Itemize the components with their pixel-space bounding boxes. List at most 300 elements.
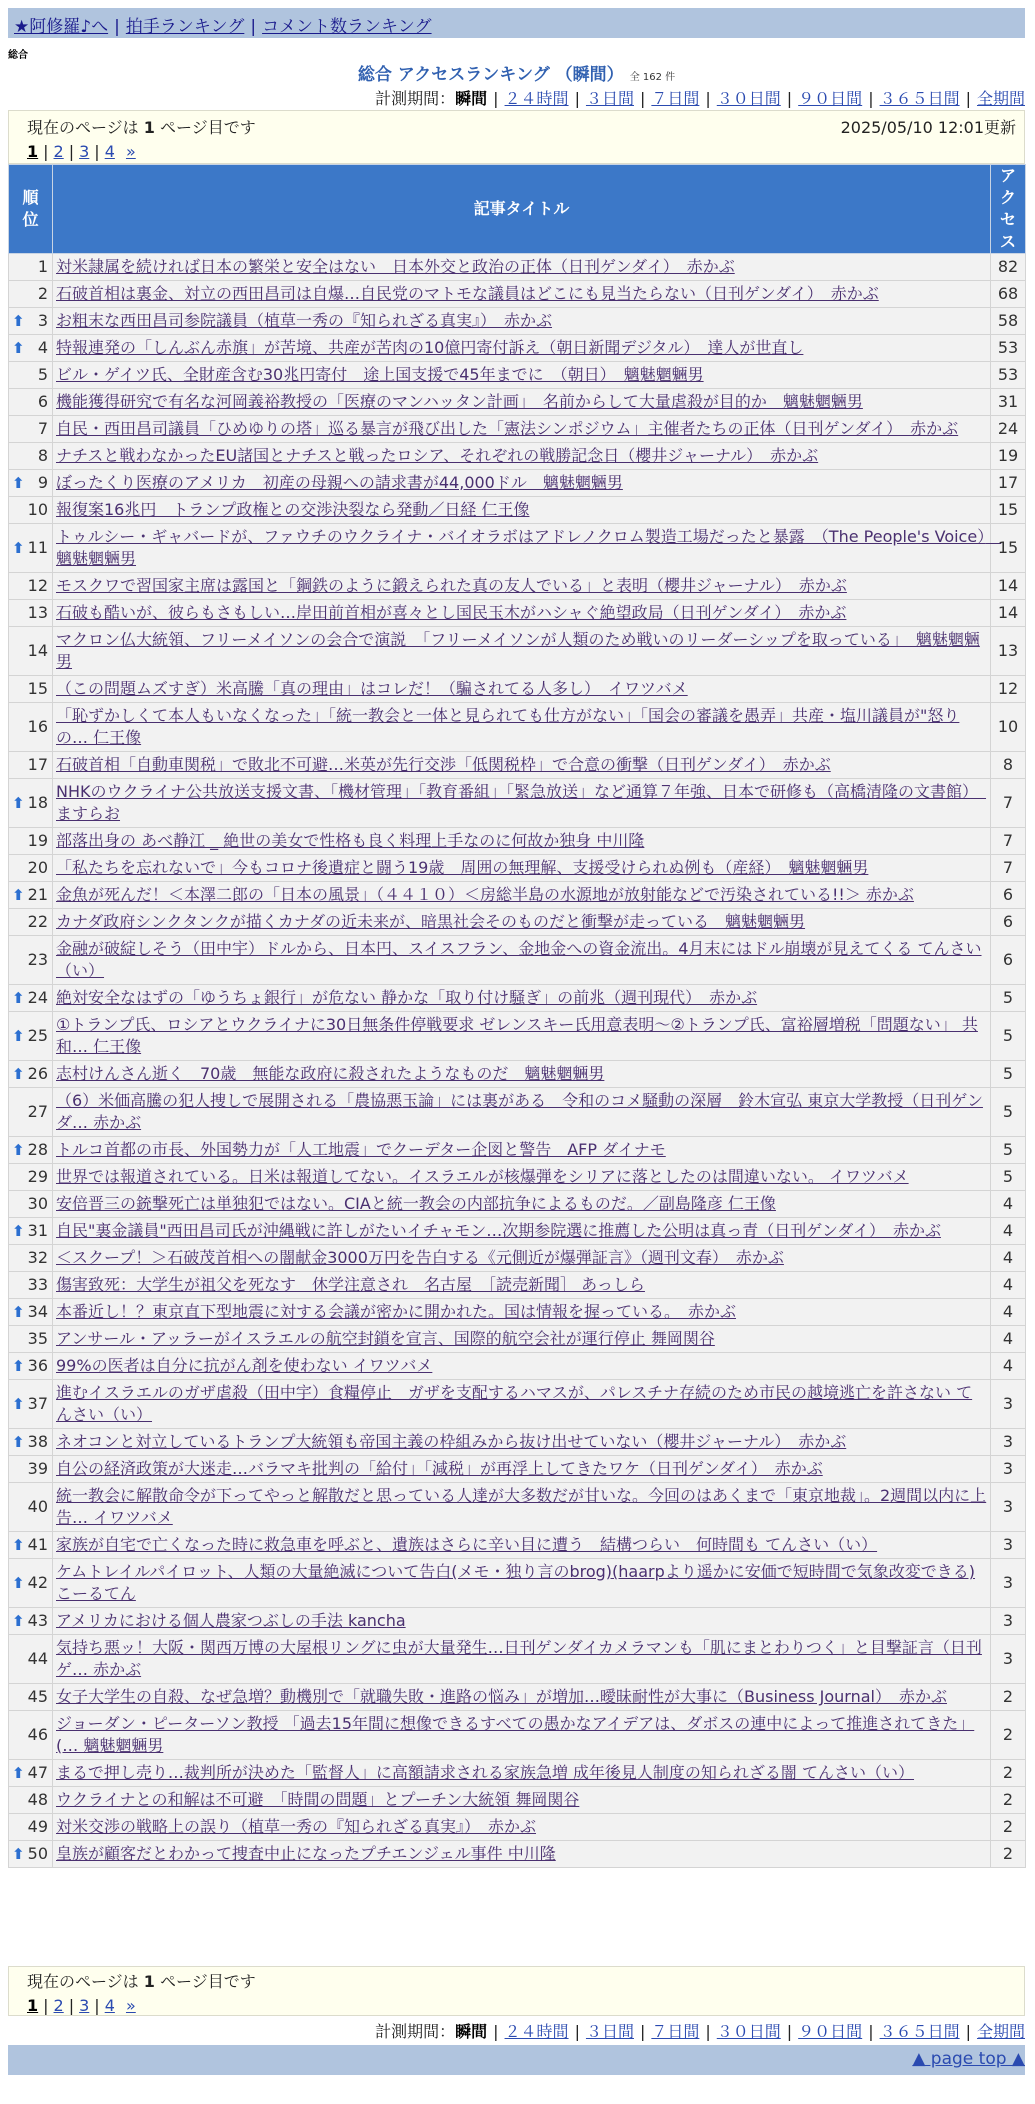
applause-ranking-link[interactable]: 拍手ランキング xyxy=(125,17,245,37)
access-count: 2 xyxy=(991,1684,1026,1711)
rank-number: 1 xyxy=(37,257,48,276)
table-row xyxy=(9,1684,1026,1711)
pagination-link[interactable]: 2 xyxy=(53,1996,64,2015)
table-row xyxy=(9,362,1026,389)
page-top-link[interactable]: ▲ page top ▲ xyxy=(912,2049,1025,2069)
up-arrow-icon: ⬆ xyxy=(12,1764,25,1782)
access-count: 31 xyxy=(991,389,1026,416)
rank-number: 24 xyxy=(27,988,48,1007)
article-title-link[interactable]: カナダ政府シンクタンクが描くカナダの近未来が、暗黒社会そのものだと衝撃が走っている 魑魅魍魎男 xyxy=(56,912,806,931)
table-row xyxy=(9,1608,1026,1635)
access-count: 3 xyxy=(991,1559,1026,1608)
up-arrow-icon: ⬆ xyxy=(12,1433,25,1451)
period-separator: | xyxy=(868,89,874,108)
up-arrow-icon: ⬆ xyxy=(12,339,25,357)
rank-cell xyxy=(9,752,53,779)
rank-number: 33 xyxy=(27,1275,48,1294)
page-status-prefix: 現在のページは xyxy=(27,1972,139,1991)
rank-number: 15 xyxy=(27,679,48,698)
up-arrow-icon: ⬆ xyxy=(12,989,25,1007)
article-title-link[interactable]: 対米交渉の戦略上の誤り（植草一秀の『知られざる真実』） 赤かぶ xyxy=(56,1817,537,1836)
table-row xyxy=(9,1483,1026,1532)
period-separator: | xyxy=(868,2022,874,2041)
title-cell xyxy=(53,1635,991,1684)
article-title-link[interactable]: 部落出身の あべ静江 _ 絶世の美女で性格も良く料理上手なのに何故か独身 中川隆 xyxy=(56,831,645,850)
pagination-separator: | xyxy=(94,142,100,161)
access-count: 82 xyxy=(991,254,1026,281)
page-title: 総合 アクセスランキング （瞬間） xyxy=(357,65,624,85)
rank-cell xyxy=(9,443,53,470)
table-row xyxy=(9,1532,1026,1559)
title-cell xyxy=(53,1787,991,1814)
article-title-link[interactable]: 女子大学生の自殺、なぜ急増？動機別で「就職失敗・進路の悩み」が増加…曖昧耐性が大事に（Business Journal） 赤かぶ xyxy=(56,1687,947,1706)
table-row xyxy=(9,1218,1026,1245)
article-title-link[interactable]: まるで押し売り…裁判所が決めた「監督人」に高額請求される家族急増 成年後見人制度の知られざる闇 てんさい（い） xyxy=(56,1763,915,1782)
period-link[interactable]: ９０日間 xyxy=(798,89,863,108)
period-link[interactable]: ３０日間 xyxy=(716,2022,781,2041)
rank-cell xyxy=(9,1061,53,1088)
article-title-link[interactable]: ビル・ゲイツ氏、全財産含む30兆円寄付 途上国支援で45年までに （朝日） 魑魅魍魎男 xyxy=(56,365,704,384)
title-cell xyxy=(53,985,991,1012)
article-title-link[interactable]: 石破首相「自動車関税」で敗北不可避…米英が先行交渉「低関税枠」で合意の衝撃（日刊ゲンダイ） 赤かぶ xyxy=(56,755,831,774)
access-count: 2 xyxy=(991,1814,1026,1841)
title-cell xyxy=(53,254,991,281)
rank-cell xyxy=(9,1380,53,1429)
article-title-link[interactable]: 本番近し！？東京直下型地震に対する会議が密かに開かれた。国は情報を握っている。 赤かぶ xyxy=(56,1302,737,1321)
title-cell xyxy=(53,1164,991,1191)
access-count: 4 xyxy=(991,1218,1026,1245)
access-count: 3 xyxy=(991,1456,1026,1483)
article-title-link[interactable]: 機能獲得研究で有名な河岡義裕教授の「医療のマンハッタン計画」 名前からして大量虐殺が目的か 魑魅魍魎男 xyxy=(56,392,863,411)
article-title-link[interactable]: ジョーダン・ピーターソン教授 「過去15年間に想像できるすべての愚かなアイデアは、ダボスの連中によって推進されてきた」(… 魑魅魍魎男 xyxy=(56,1714,975,1755)
access-count: 4 xyxy=(991,1272,1026,1299)
rank-cell xyxy=(9,1841,53,1868)
period-label: 計測期間： xyxy=(375,89,456,108)
article-title-link[interactable]: 石破首相は裏金、対立の西田昌司は自爆…自民党のマトモな議員はどこにも見当たらない（日刊ゲンダイ） 赤かぶ xyxy=(56,284,879,303)
rank-cell xyxy=(9,1353,53,1380)
period-separator: | xyxy=(493,89,499,108)
pagination-link[interactable]: 3 xyxy=(79,1996,90,2015)
title-cell xyxy=(53,281,991,308)
ranking-table-body xyxy=(9,254,1026,1868)
rank-cell xyxy=(9,828,53,855)
article-title-link[interactable]: 安倍晋三の銃撃死亡は単独犯ではない。CIAと統一教会の内部抗争によるものだ。／副島隆彦 仁王像 xyxy=(56,1194,776,1213)
article-title-link[interactable]: 対米隷属を続ければ日本の繁栄と安全はない 日本外交と政治の正体（日刊ゲンダイ） 赤かぶ xyxy=(56,257,735,276)
title-cell xyxy=(53,676,991,703)
title-cell xyxy=(53,1532,991,1559)
period-current: 瞬間 xyxy=(455,89,488,108)
rank-cell xyxy=(9,1635,53,1684)
rank-number: 37 xyxy=(27,1394,48,1413)
article-title-link[interactable]: ナチスと戦わなかったEU諸国とナチスと戦ったロシア、それぞれの戦勝記念日（櫻井ジャーナル） 赤かぶ xyxy=(56,446,819,465)
table-row xyxy=(9,676,1026,703)
article-title-link[interactable]: モスクワで習国家主席は露国と「鋼鉄のように鍛えられた真の友人でいる」と表明（櫻井ジャーナル） 赤かぶ xyxy=(56,576,847,595)
title-cell xyxy=(53,600,991,627)
period-link[interactable]: 全期間 xyxy=(976,89,1025,108)
pagination-separator: | xyxy=(68,1996,75,2015)
page-status-suffix: ページ目です xyxy=(160,1972,256,1991)
up-arrow-icon: ⬆ xyxy=(12,474,25,492)
article-title-link[interactable]: アンサール・アッラーがイスラエルの航空封鎖を宣言、国際的航空会社が運行停止 舞岡関谷 xyxy=(56,1329,715,1348)
table-row xyxy=(9,497,1026,524)
rank-number: 49 xyxy=(27,1817,48,1836)
article-title-link[interactable]: ネオコンと対立しているトランプ大統領も帝国主義の枠組みから抜け出せていない（櫻井ジャーナル） 赤かぶ xyxy=(56,1432,847,1451)
title-cell xyxy=(53,1088,991,1137)
rank-cell xyxy=(9,1245,53,1272)
access-count: 2 xyxy=(991,1787,1026,1814)
access-count: 6 xyxy=(991,936,1026,985)
pagination-separator: | xyxy=(43,1996,49,2015)
article-title-link[interactable]: 皇族が顧客だとわかって捜査中止になったプチエンジェル事件 中川隆 xyxy=(56,1844,556,1863)
rank-cell xyxy=(9,1218,53,1245)
title-cell xyxy=(53,779,991,828)
rank-number: 13 xyxy=(27,603,48,622)
article-title-link[interactable]: （この問題ムズすぎ）米高騰「真の理由」はコレだ！（騙されてる人多し） イワツバメ xyxy=(56,679,688,698)
article-title-link[interactable]: 金魚が死んだ！＜本澤二郎の「日本の風景」（４４１０）＜房総半島の水源地が放射能などで汚染されている!!＞ 赤かぶ xyxy=(56,885,914,904)
up-arrow-icon: ⬆ xyxy=(12,1845,25,1863)
article-title-link[interactable]: 特報連発の「しんぶん赤旗」が苦境、共産が苦肉の10億円寄付訴え（朝日新聞デジタル） 達人が世直し xyxy=(56,338,804,357)
rank-cell xyxy=(9,600,53,627)
rank-number: 21 xyxy=(27,885,48,904)
article-title-link[interactable]: 進むイスラエルのガザ虐殺（田中宇）食糧停止 ガザを支配するハマスが、パレスチナ存続のため市民の越境逃亡を許さない てんさい（い） xyxy=(56,1383,973,1424)
rank-number: 22 xyxy=(27,912,48,931)
title-cell xyxy=(53,752,991,779)
comment-ranking-link[interactable]: コメント数ランキング xyxy=(262,17,432,37)
title-cell xyxy=(53,497,991,524)
rank-cell xyxy=(9,1456,53,1483)
up-arrow-icon: ⬆ xyxy=(12,886,25,904)
rank-number: 31 xyxy=(27,1221,48,1240)
title-cell xyxy=(53,1559,991,1608)
pagination-link[interactable]: 2 xyxy=(53,142,64,161)
period-link[interactable]: ３６５日間 xyxy=(879,89,960,108)
up-arrow-icon: ⬆ xyxy=(12,1065,25,1083)
access-count: 6 xyxy=(991,882,1026,909)
rank-cell xyxy=(9,1684,53,1711)
title-cell xyxy=(53,627,991,676)
rank-cell xyxy=(9,1429,53,1456)
article-title-link[interactable]: 「私たちを忘れないで」今もコロナ後遺症と闘う19歳 周囲の無理解、支援受けられぬ例も（産経） 魑魅魍魎男 xyxy=(56,858,869,877)
rank-number: 4 xyxy=(37,338,48,357)
rank-number: 12 xyxy=(27,576,48,595)
rank-cell xyxy=(9,1272,53,1299)
rank-number: 11 xyxy=(27,538,48,557)
period-link[interactable]: ７日間 xyxy=(651,89,700,108)
article-title-link[interactable]: トルコ首都の市長、外国勢力が「人工地震」でクーデター企図と警告 AFP ダイナモ xyxy=(56,1140,666,1159)
period-link[interactable]: ７日間 xyxy=(651,2022,700,2041)
rank-cell xyxy=(9,985,53,1012)
rank-number: 50 xyxy=(27,1844,48,1863)
rank-number: 32 xyxy=(27,1248,48,1267)
up-arrow-icon: ⬆ xyxy=(12,1395,25,1413)
title-cell xyxy=(53,524,1002,573)
table-row xyxy=(9,335,1026,362)
access-count: 10 xyxy=(991,703,1026,752)
title-cell xyxy=(53,703,991,752)
article-title-link[interactable]: 金融が破綻しそう（田中宇）ドルから、日本円、スイスフラン、金地金への資金流出。4月末にはドル崩壊が見えてくる てんさい（い） xyxy=(56,939,982,980)
top-nav-bar xyxy=(8,8,1025,38)
up-arrow-icon: ⬆ xyxy=(12,1027,25,1045)
access-count: 4 xyxy=(991,1191,1026,1218)
rank-number: 10 xyxy=(27,500,48,519)
access-count: 68 xyxy=(991,281,1026,308)
up-arrow-icon: ⬆ xyxy=(12,312,25,330)
period-link[interactable]: ２４時間 xyxy=(504,2022,569,2041)
up-arrow-icon: ⬆ xyxy=(12,1357,25,1375)
rank-number: 14 xyxy=(27,641,48,660)
access-count: 15 xyxy=(991,497,1026,524)
article-title-link[interactable]: マクロン仏大統領、フリーメイソンの会合で演説 「フリーメイソンが人類のため戦いのリーダーシップを取っている」 魑魅魍魎男 xyxy=(56,630,980,671)
table-row xyxy=(9,855,1026,882)
rank-cell xyxy=(9,362,53,389)
table-row xyxy=(9,1088,1026,1137)
rank-number: 23 xyxy=(27,950,48,969)
access-count: 19 xyxy=(991,443,1026,470)
rank-cell xyxy=(9,1191,53,1218)
article-title-link[interactable]: 家族が自宅で亡くなった時に救急車を呼ぶと、遺族はさらに辛い目に遭う 結構つらい 何時間も てんさい（い） xyxy=(56,1535,878,1554)
article-title-link[interactable]: 気持ち悪ッ！大阪・関西万博の大屋根リングに虫が大量発生…日刊ゲンダイカメラマンも「肌にまとわりつく」と目撃証言（日刊ゲ… 赤かぶ xyxy=(56,1638,982,1679)
article-title-link[interactable]: お粗末な西田昌司参院議員（植草一秀の『知られざる真実』） 赤かぶ xyxy=(56,311,553,330)
period-separator: | xyxy=(965,89,971,108)
rank-number: 19 xyxy=(27,831,48,850)
article-title-link[interactable]: アメリカにおける個人農家つぶしの手法 kancha xyxy=(56,1611,406,1630)
up-arrow-icon: ⬆ xyxy=(12,1612,25,1630)
title-cell xyxy=(53,443,991,470)
up-arrow-icon: ⬆ xyxy=(12,1222,25,1240)
access-count: 58 xyxy=(991,308,1026,335)
article-title-link[interactable]: ＜スクープ！＞石破茂首相への闇献金3000万円を告白する《元側近が爆弾証言》（週刊文春） 赤かぶ xyxy=(56,1248,784,1267)
access-count: 14 xyxy=(991,573,1026,600)
rank-number: 38 xyxy=(27,1432,48,1451)
title-cell xyxy=(53,416,991,443)
period-link[interactable]: ３０日間 xyxy=(716,89,781,108)
access-count: 4 xyxy=(991,1245,1026,1272)
access-count: 12 xyxy=(991,676,1026,703)
table-row xyxy=(9,308,1026,335)
pager-bottom xyxy=(8,1966,1025,2016)
article-title-link[interactable]: （6）米価高騰の犯人捜しで展開される「農協悪玉論」には裏がある 令和のコメ騒動の深層 鈴木宣弘 東京大学教授（日刊ゲンダ… 赤かぶ xyxy=(56,1091,983,1132)
period-link[interactable]: ２４時間 xyxy=(504,89,569,108)
access-count: 2 xyxy=(991,1841,1026,1868)
access-count: 5 xyxy=(991,1137,1026,1164)
article-title-link[interactable]: 「恥ずかしくて本人もいなくなった」「統一教会と一体と見られても仕方がない」「国会の審議を愚弄」共産・塩川議員が"怒りの… 仁王像 xyxy=(56,706,960,747)
title-cell xyxy=(53,1684,991,1711)
rank-number: 8 xyxy=(37,446,48,465)
title-cell xyxy=(53,335,991,362)
rank-number: 6 xyxy=(37,392,48,411)
period-separator: | xyxy=(639,89,646,108)
period-current: 瞬間 xyxy=(455,2022,488,2041)
article-title-link[interactable]: 志村けんさん逝く 70歳 無能な政府に殺されたようなものだ 魑魅魍魎男 xyxy=(56,1064,605,1083)
period-link[interactable]: ３日間 xyxy=(585,89,634,108)
article-title-link[interactable]: NHKのウクライナ公共放送支援文書、「機材管理」「教育番組」「緊急放送」など通算７年強、日本で研修も（高橋清隆の文書館） ますらお xyxy=(56,782,987,823)
table-header-row xyxy=(9,165,1026,254)
period-link[interactable]: ９０日間 xyxy=(798,2022,863,2041)
up-arrow-icon: ⬆ xyxy=(12,539,25,557)
access-count: 14 xyxy=(991,600,1026,627)
table-row xyxy=(9,1635,1026,1684)
pagination-current: 1 xyxy=(27,1996,39,2015)
access-count: 5 xyxy=(991,1088,1026,1137)
up-arrow-icon: ⬆ xyxy=(12,1303,25,1321)
article-title-link[interactable]: ぼったくり医療のアメリカ 初産の母親への請求書が44,000ドル 魑魅魍魎男 xyxy=(56,473,623,492)
access-count: 5 xyxy=(991,985,1026,1012)
access-count: 15 xyxy=(991,524,1026,573)
article-title-link[interactable]: ケムトレイルパイロット、人類の大量絶滅について告白(メモ・独り言のbrog)(haarpより遥かに安価で短時間で気象改変できる) こーるてん xyxy=(56,1562,975,1603)
pagination-next[interactable]: » xyxy=(125,1996,136,2015)
rank-number: 18 xyxy=(27,793,48,812)
period-link[interactable]: ３日間 xyxy=(585,2022,634,2041)
rank-number: 25 xyxy=(27,1026,48,1045)
title-cell xyxy=(53,1012,991,1061)
table-row xyxy=(9,627,1026,676)
period-label: 計測期間： xyxy=(375,2022,456,2041)
title-cell xyxy=(53,1380,991,1429)
access-count: 4 xyxy=(991,1299,1026,1326)
table-row xyxy=(9,1245,1026,1272)
table-row xyxy=(9,909,1026,936)
title-cell xyxy=(53,1456,991,1483)
title-cell xyxy=(53,389,991,416)
article-title-link[interactable]: ウクライナとの和解は不可避 「時間の問題」とプーチン大統領 舞岡関谷 xyxy=(56,1790,580,1809)
article-title-link[interactable]: トゥルシー・ギャバードが、ファウチのウクライナ・バイオラボはアドレノクロム製造工場だったと暴露 （The People's Voice） 魑魅魍魎男 xyxy=(56,527,1002,568)
access-count: 24 xyxy=(991,416,1026,443)
access-count: 53 xyxy=(991,335,1026,362)
article-title-link[interactable]: 99%の医者は自分に抗がん剤を使わない イワツバメ xyxy=(56,1356,433,1375)
rank-cell xyxy=(9,254,53,281)
title-cell xyxy=(53,1272,991,1299)
article-title-link[interactable]: 世界では報道されている。日米は報道してない。イスラエルが核爆弾をシリアに落としたのは間違いない。 イワツバメ xyxy=(56,1167,909,1186)
article-title-link[interactable]: 統一教会に解散命令が下ってやっと解散だと思っている人達が大多数だが甘いな。今回のはあくまで「東京地裁」。2週間以内に上告… イワツバメ xyxy=(56,1486,987,1527)
table-row xyxy=(9,1429,1026,1456)
title-cell xyxy=(53,882,991,909)
page-status-prefix: 現在のページは xyxy=(27,118,139,137)
period-separator: | xyxy=(786,2022,793,2041)
title-cell xyxy=(53,1711,991,1760)
access-count: 17 xyxy=(991,470,1026,497)
access-count: 5 xyxy=(991,1012,1026,1061)
period-separator: | xyxy=(786,89,793,108)
rank-number: 40 xyxy=(27,1497,48,1516)
rank-number: 39 xyxy=(27,1459,48,1478)
access-count: 13 xyxy=(991,627,1026,676)
rank-cell xyxy=(9,389,53,416)
period-separator: | xyxy=(574,89,580,108)
article-title-link[interactable]: 自公の経済政策が大迷走…バラマキ批判の「給付」「減税」が再浮上してきたワケ（日刊ゲンダイ） 赤かぶ xyxy=(56,1459,823,1478)
table-row xyxy=(9,1061,1026,1088)
page-status-number: 1 xyxy=(143,1972,155,1991)
table-row xyxy=(9,779,1026,828)
article-title-link[interactable]: 報復案16兆円 トランプ政権との交渉決裂なら発動／日経 仁王像 xyxy=(56,500,530,519)
rank-cell xyxy=(9,1532,53,1559)
table-row xyxy=(9,1760,1026,1787)
pagination-link[interactable]: 4 xyxy=(104,142,115,161)
rank-cell xyxy=(9,1711,53,1760)
table-row xyxy=(9,936,1026,985)
pager-top xyxy=(8,110,1025,164)
rank-cell xyxy=(9,909,53,936)
rank-number: 41 xyxy=(27,1535,48,1554)
access-count: 5 xyxy=(991,1164,1026,1191)
table-row xyxy=(9,882,1026,909)
rank-cell xyxy=(9,1299,53,1326)
page-status-number: 1 xyxy=(143,118,155,137)
home-link[interactable]: ★阿修羅♪へ xyxy=(14,17,109,37)
rank-number: 44 xyxy=(27,1649,48,1668)
access-count: 5 xyxy=(991,1061,1026,1088)
article-title-link[interactable]: 絶対安全なはずの「ゆうちょ銀行」が危ない 静かな「取り付け騒ぎ」の前兆（週刊現代） 赤かぶ xyxy=(56,988,758,1007)
rank-cell xyxy=(9,1326,53,1353)
access-count: 7 xyxy=(991,779,1026,828)
access-count: 7 xyxy=(991,828,1026,855)
access-count: 6 xyxy=(991,909,1026,936)
title-cell xyxy=(53,1061,991,1088)
title-cell xyxy=(53,362,991,389)
bottom-bar xyxy=(8,2045,1025,2075)
period-link[interactable]: 全期間 xyxy=(976,2022,1025,2041)
period-link[interactable]: ３６５日間 xyxy=(879,2022,960,2041)
table-row xyxy=(9,389,1026,416)
title-cell xyxy=(53,573,991,600)
table-row xyxy=(9,254,1026,281)
pagination-link[interactable]: 3 xyxy=(79,142,90,161)
table-row xyxy=(9,416,1026,443)
rank-number: 34 xyxy=(27,1302,48,1321)
table-row xyxy=(9,1012,1026,1061)
category-label: 総合 xyxy=(8,50,28,61)
rank-number: 29 xyxy=(27,1167,48,1186)
up-arrow-icon: ⬆ xyxy=(12,1141,25,1159)
period-separator: | xyxy=(965,2022,971,2041)
period-separator: | xyxy=(574,2022,580,2041)
table-row xyxy=(9,524,1026,573)
access-count: 3 xyxy=(991,1429,1026,1456)
page-status-suffix: ページ目です xyxy=(160,118,256,137)
table-row xyxy=(9,752,1026,779)
rank-number: 3 xyxy=(37,311,48,330)
rank-number: 20 xyxy=(27,858,48,877)
pagination-next[interactable]: » xyxy=(125,142,136,161)
total-count: 全 162 件 xyxy=(629,72,676,83)
title-cell xyxy=(53,1218,991,1245)
access-count: 3 xyxy=(991,1532,1026,1559)
title-cell xyxy=(53,1760,991,1787)
article-title-link[interactable]: 傷害致死：大学生が祖父を死なす 休学注意され 名古屋 ［読売新聞］ あっしら xyxy=(56,1275,645,1294)
article-title-link[interactable]: 石破も酷いが、彼らもさもしい…岸田前首相が喜々とし国民玉木がハシャぐ絶望政局（日刊ゲンダイ） 赤かぶ xyxy=(56,603,847,622)
access-count: 4 xyxy=(991,1326,1026,1353)
rank-cell xyxy=(9,573,53,600)
rank-cell xyxy=(9,882,53,909)
access-count: 4 xyxy=(991,1353,1026,1380)
rank-number: 42 xyxy=(27,1573,48,1592)
table-row xyxy=(9,828,1026,855)
rank-number: 45 xyxy=(27,1687,48,1706)
table-row xyxy=(9,1380,1026,1429)
title-cell xyxy=(53,909,991,936)
article-title-link[interactable]: ①トランプ氏、ロシアとウクライナに30日無条件停戦要求 ゼレンスキー氏用意表明～②トランプ氏、富裕層増税「問題ない」 共和… 仁王像 xyxy=(56,1015,978,1056)
title-cell xyxy=(53,1191,991,1218)
article-title-link[interactable]: 自民・西田昌司議員「ひめゆりの塔」巡る暴言が飛び出した「憲法シンポジウム」主催者たちの正体（日刊ゲンダイ） 赤かぶ xyxy=(56,419,959,438)
rank-number: 7 xyxy=(37,419,48,438)
pagination-link[interactable]: 4 xyxy=(104,1996,115,2015)
rank-number: 16 xyxy=(27,717,48,736)
rank-cell xyxy=(9,416,53,443)
rank-cell xyxy=(9,627,53,676)
rank-number: 46 xyxy=(27,1725,48,1744)
title-cell xyxy=(53,1353,991,1380)
article-title-link[interactable]: 自民"裏金議員"西田昌司氏が沖縄戦に許しがたいイチャモン…次期参院選に推薦した公明は真っ青（日刊ゲンダイ） 赤かぶ xyxy=(56,1221,941,1240)
access-count: 53 xyxy=(991,362,1026,389)
